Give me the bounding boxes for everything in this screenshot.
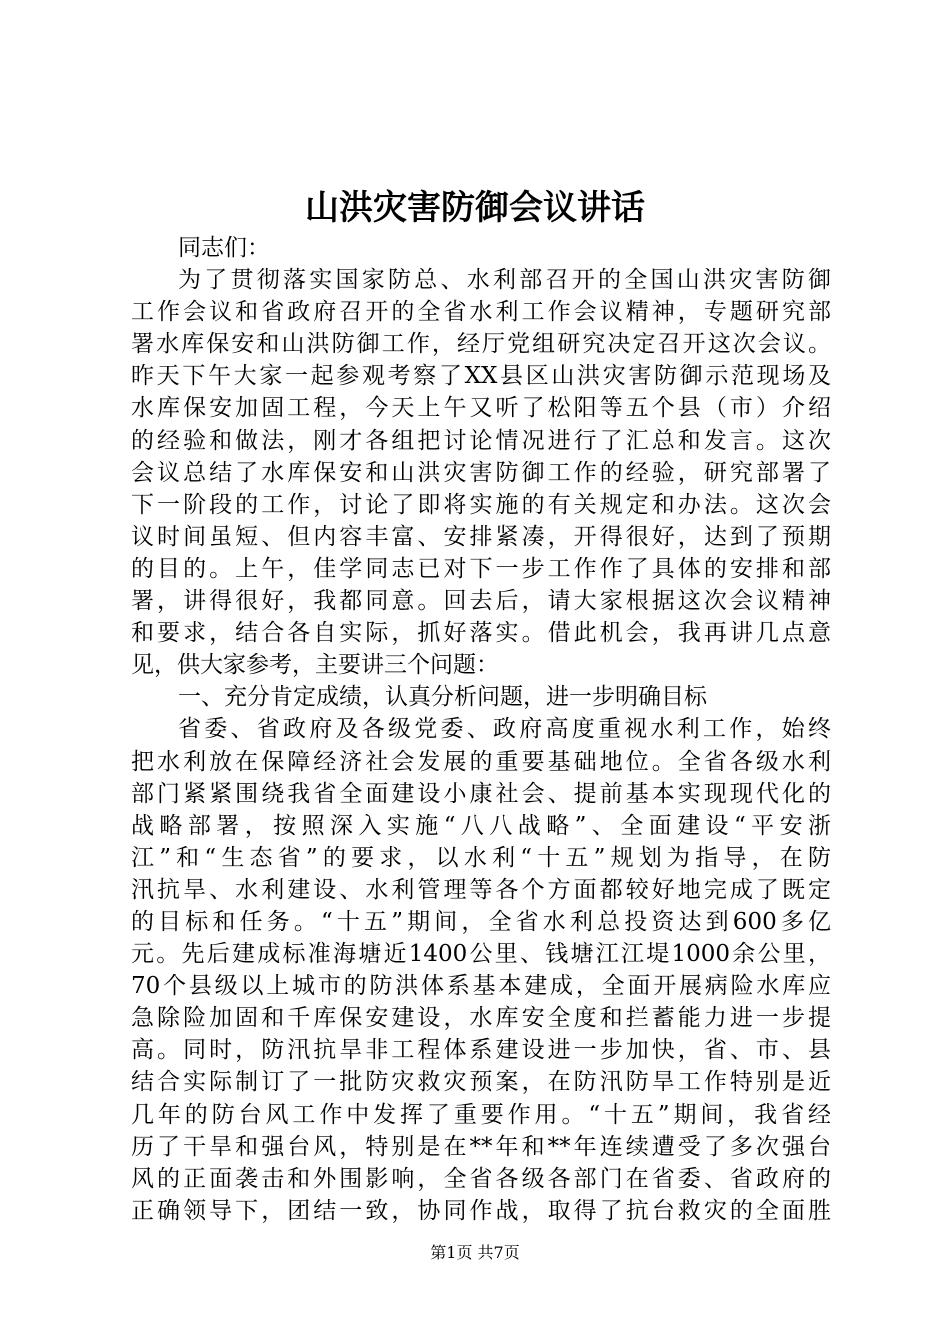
text-line: 高。同时，防汛抗旱非工程体系建设进一步加快，省、市、县 — [131, 1037, 831, 1064]
text-line: 下一阶段的工作，讨论了即将实施的有关规定和办法。这次会 — [131, 491, 831, 518]
text-line: 昨天下午大家一起参观考察了XX县区山洪灾害防御示范现场及 — [131, 363, 831, 390]
text-line: 急除险加固和千库保安建设，水库安全度和拦蓄能力进一步提 — [131, 1005, 831, 1032]
text-line: 为了贯彻落实国家防总、水利部召开的全国山洪灾害防御 — [178, 267, 831, 294]
text-line: 会议总结了水库保安和山洪灾害防御工作的经验，研究部署了 — [131, 459, 831, 486]
text-line: 的目的。上午，佳学同志已对下一步工作作了具体的安排和部 — [131, 555, 831, 582]
document-body — [131, 232, 831, 1227]
text-line: 同志们： — [178, 235, 270, 261]
text-line: 江”和“生态省”的要求，以水利“十五”规划为指导，在防 — [131, 844, 831, 871]
text-line: 历了干旱和强台风，特别是在**年和**年连续遭受了多次强台 — [131, 1133, 831, 1160]
text-line: 70个县级以上城市的防洪体系基本建成，全面开展病险水库应 — [131, 973, 831, 1000]
text-line: 水库保安加固工程，今天上午又听了松阳等五个县（市）介绍 — [131, 395, 831, 422]
text-line: 署，讲得很好，我都同意。回去后，请大家根据这次会议精神 — [131, 588, 831, 615]
text-line: 部门紧紧围绕我省全面建设小康社会、提前基本实现现代化的 — [131, 780, 831, 807]
text-line: 省委、省政府及各级党委、政府高度重视水利工作，始终 — [178, 716, 831, 743]
text-line: 和要求，结合各自实际，抓好落实。借此机会，我再讲几点意 — [131, 620, 831, 647]
text-line: 工作会议和省政府召开的全省水利工作会议精神，专题研究部 — [131, 299, 831, 326]
text-line: 把水利放在保障经济社会发展的重要基础地位。全省各级水利 — [131, 748, 831, 775]
text-line: 战略部署，按照深入实施“八八战略”、全面建设“平安浙 — [131, 812, 831, 839]
text-line: 汛抗旱、水利建设、水利管理等各个方面都较好地完成了既定 — [131, 876, 831, 903]
text-line: 正确领导下，团结一致，协同作战，取得了抗台救灾的全面胜 — [131, 1197, 831, 1224]
text-line: 元。先后建成标准海塘近1400公里、钱塘江江堤1000余公里， — [131, 941, 831, 968]
text-line: 署水库保安和山洪防御工作，经厅党组研究决定召开这次会议。 — [131, 331, 831, 358]
text-line: 议时间虽短、但内容丰富、安排紧凑，开得很好，达到了预期 — [131, 523, 831, 550]
document-title: 山洪灾害防御会议讲话 — [305, 188, 645, 228]
text-line: 一、充分肯定成绩，认真分析问题，进一步明确目标 — [178, 684, 707, 711]
text-line: 的目标和任务。“十五”期间，全省水利总投资达到600多亿 — [131, 908, 831, 935]
text-line: 的经验和做法，刚才各组把讨论情况进行了汇总和发言。这次 — [131, 427, 831, 454]
text-line: 风的正面袭击和外围影响，全省各级各部门在省委、省政府的 — [131, 1165, 831, 1192]
text-line: 见，供大家参考，主要讲三个问题： — [131, 652, 499, 679]
page-footer: 第1页 共7页 — [430, 1243, 520, 1262]
text-line: 结合实际制订了一批防灾救灾预案，在防汛防旱工作特别是近 — [131, 1069, 831, 1096]
text-line: 几年的防台风工作中发挥了重要作用。“十五”期间，我省经 — [131, 1101, 831, 1128]
